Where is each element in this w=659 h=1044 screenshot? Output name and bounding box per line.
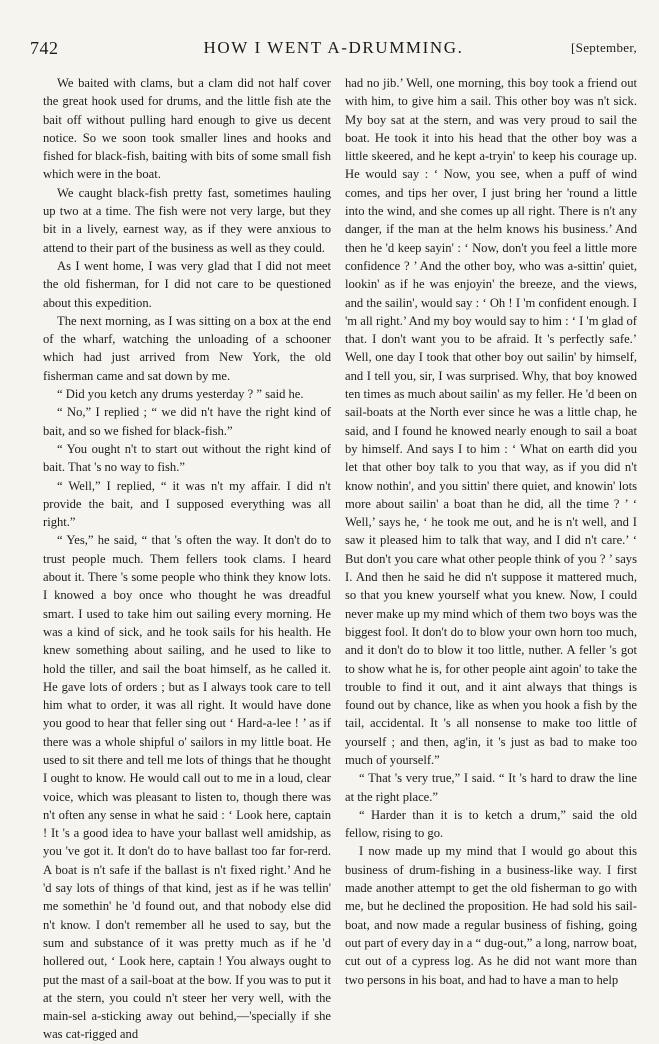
paragraph: I now made up my mind that I would go about this business of drum-fishing in a business-like way. I first made another attempt to get the old fisherman to go with me, but he declined the proposition. He had sold his sail-boat, and now made a regular business of fishing, going out part of every day in a “ dug-out,” a long, narrow boat, cut out of a cypress log. As he did not want more than two persons in his boat, and had to have a man to help — [345, 844, 637, 987]
left-column — [43, 74, 331, 1044]
paragraph: The next morning, as I was sitting on a box at the end of the wharf, watching the unloading of a schooner which had just arrived from New York, the old fisherman came and sat down by me. — [43, 313, 331, 383]
paragraph: We caught black-fish pretty fast, sometimes hauling up two at a time. The fish were not very large, but they bit in a lively, earnest way, as if they were anxious to attend to their part of the business as well as they could. — [43, 185, 331, 255]
issue-month: [September, — [571, 40, 637, 55]
running-title: HOW I WENT A-DRUMMING. — [203, 38, 464, 57]
page-header — [30, 38, 637, 60]
paragraph: “ Harder than it is to ketch a drum,” said the old fellow, rising to go. — [345, 807, 637, 841]
paragraph: “ Did you ketch any drums yesterday ? ” said he. — [57, 387, 304, 402]
paragraph: “ Yes,” he said, “ that 's often the way. It don't do to trust people much. Them fellers took clams. I heard about it. There 's some people who think they know lots. I knowed a boy once who thought he was dreadful smart. I used to take him out sailing every morning. He was a kind of sick, and he took sails for his health. He knew something about sailing, and he used to like to hold the tiller, and sail the boat himself, as he called it. He gave lots of orders ; but as I always took care to tell him what to order, it was all right. It would have done you good to hear that feller sing out ‘ Hard-a-lee ! ’ as if there was a whole shipful o' sailors in my little boat. He used to sit there and tell me lots of things that he thought I ought to know. He would call out to me in a loud, clear voice, which was pleasant to listen to, though there was n't often any sense in what he said : ‘ Look here, captain ! It 's a good idea to have your ballast well amidship, as you 've got it. It don't do to have ballast too far for-rerd. A boat is n't safe if the ballast is n't fixed right.’ And he 'd say lots of things of that kind, jest as if he was tellin' me somethin' he 'd found out, and that nobody else did n't know. I don't remember all he used to say, but the sum and substance of it was pretty much as if he 'd hollered out, ‘ Look here, captain ! You always ought to put the mast of a sail-boat at the bow. If you was to put it at the stern, you could n't steer her very well, with the main-sel a-sticking away out behind,—'specially if she was cat-rigged and — [43, 533, 331, 1042]
paragraph: “ No,” I replied ; “ we did n't have the right kind of bait, and so we fished for black-fish.” — [43, 405, 331, 438]
paragraph: “ That 's very true,” I said. “ It 's hard to draw the line at the right place.” — [345, 771, 637, 804]
right-column — [345, 74, 637, 989]
paragraph: “ You ought n't to start out without the right kind of bait. That 's no way to fish.” — [43, 441, 331, 475]
paragraph: “ Well,” I replied, “ it was n't my affair. I did n't provide the bait, and I supposed everything was all right.” — [43, 478, 331, 530]
paragraph: As I went home, I was very glad that I did not meet the old fisherman, for I did not care to be questioned about this expedition. — [43, 258, 331, 310]
paragraph-continued: had no jib.’ Well, one morning, this boy took a friend out with him, to give him a sail. This other boy was n't sick. My boy sat at the stern, and was very proud to sail the boat. He took it into his head that the other boy was a little skeered, and he kept a-tryin' to keep his courage up. He would say : ‘ Now, you see, when a puff of wind comes, and tips her over, I just bring her 'round a little into the wind, and she comes up all right. There is n't any danger, if the man at the helm knows his business.’ And then he 'd keep sayin' : ‘ Now, don't you feel a little more confidence ? ’ And the other boy, who was a-sittin' quiet, lookin' as if he was enjoyin' the breeze, and the views, and the sailin', would say : ‘ Oh ! I 'm confident enough. I 'm all right.’ And my boy would say to him : ‘ I 'm glad of that. I don't want you to be afraid. It 's perfectly safe.’ Well, one day I took that other boy out sailin' by himself, and I tell you, sir, I was surprised. Why, that boy knowed ten times as much about sailin' as my feller. He 'd been on sail-boats at the North ever since he was a little chap, he said, and I found he knowed nearly enough to sail a boat by himself. And says I to him : ‘ What on earth did you let that other boy talk to you that way, as if you did n't know nothin', and you sittin' there quiet, and knowin' lots more about sailin' a boat than he did, all the time ? ’ ‘ Well,’ says he, ‘ he took me out, and he is n't well, and I saw it pleased him to talk that way, and I did n't care.’ ‘ But don't you care what other people think of you ? ’ says I. And then he said he did n't suppose it mattered much, so that you knew yourself what you knew. Now, I could never make up my mind which of them two boys was the biggest fool. It don't do to blow your own horn too much, and it don't do to blow it too little, nuther. A feller 's got to show what he is, for other people aint agoin' to take the trouble to find it out, and it aint always that things is found out by chance, like as when you hook a fish by the tail, accidental. It 's all nonsense to make too little of yourself ; and then, ag'in, it 's just as bad to make too much of yourself.” — [345, 76, 637, 767]
paragraph: We baited with clams, but a clam did not half cover the great hook used for drums, and the little fish ate the bait off without pulling hard enough to give us decent notice. So we soon took smaller lines and hooks and fished for black-fish, baiting with bits of some small fish which were in the boat. — [43, 76, 331, 182]
page-number: 742 — [30, 38, 59, 58]
